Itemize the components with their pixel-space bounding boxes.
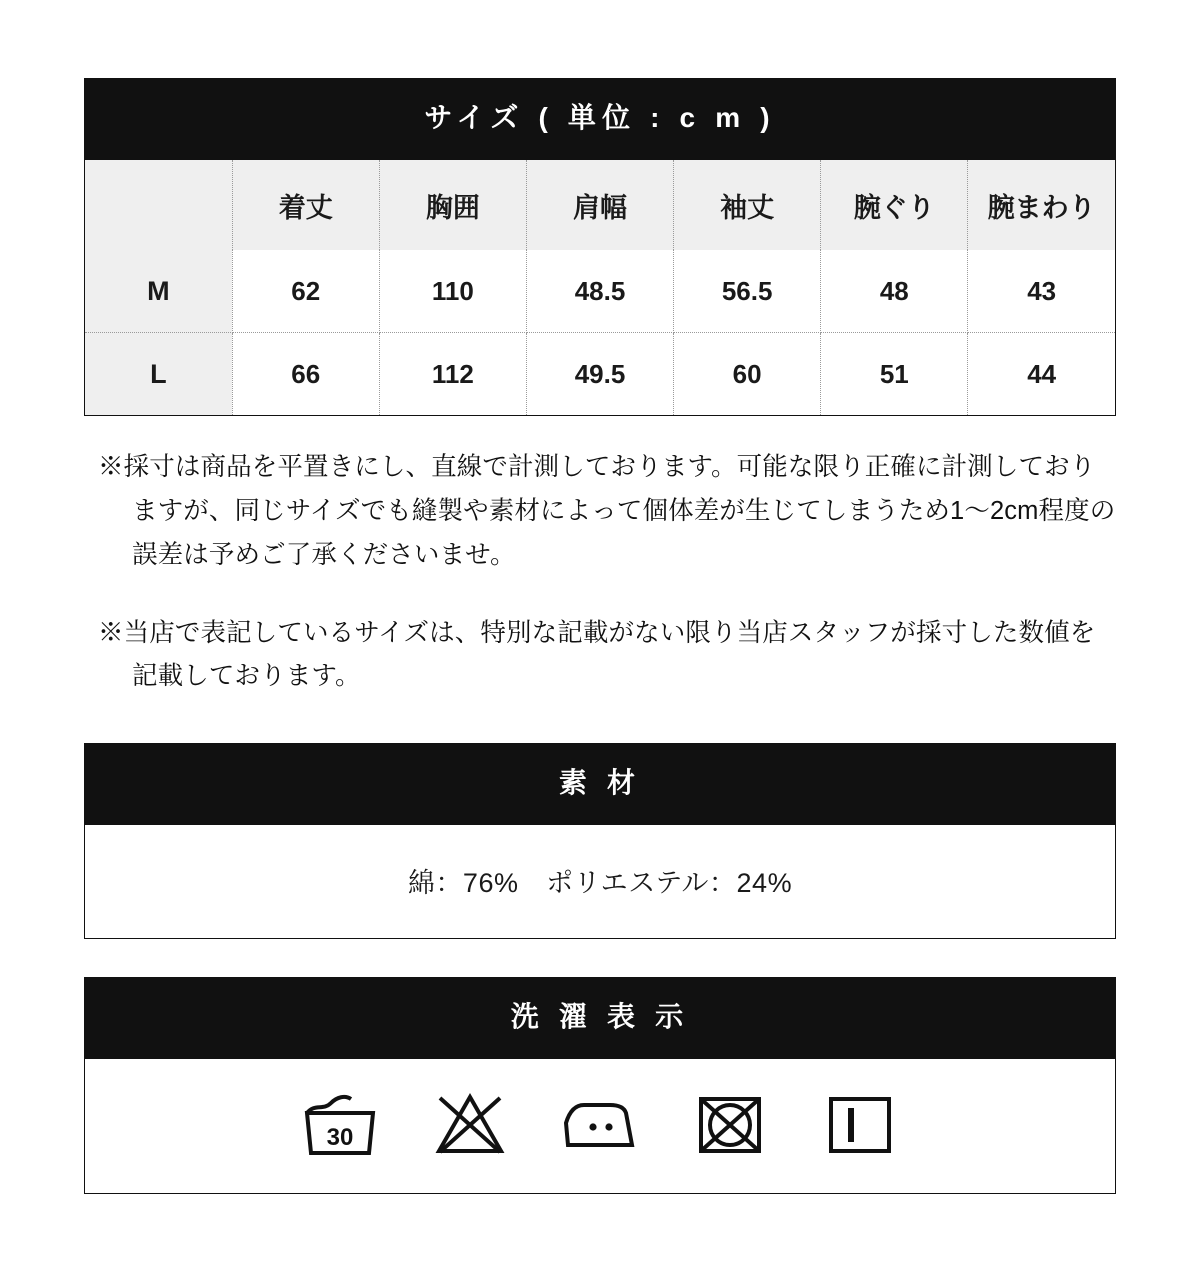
size-cell-l-arm-circumference: 44 [1027,358,1057,389]
wash-section-header: 洗 濯 表 示 [84,977,1116,1059]
wash-temperature-label: 30 [326,1124,354,1152]
size-column-header-length: 着丈 [232,160,379,250]
material-section-header: 素 材 [84,743,1116,825]
size-table-wrapper [84,160,1116,416]
table-row [85,333,1115,416]
size-cell-m-shoulder: 48.5 [526,250,673,333]
size-table-body [85,250,1115,415]
size-cell-m-sleeve: 56.5 [674,250,821,333]
size-row-label-m: M [85,250,232,333]
size-column-header-shoulder: 肩幅 [526,160,673,250]
notes-section [84,446,1116,699]
size-cell-m-chest: 110 [379,250,526,333]
no-tumble-dry-icon [687,1089,773,1159]
material-section [84,743,1116,939]
size-column-header-armhole: 腕ぐり [821,160,968,250]
note-measurement-disclaimer: ※採寸は商品を平置きにし、直線で計測しております。可能な限り正確に計測しておりますが、同じサイズでも縫製や素材によって個体差が生じてしまうため1〜2cm程度の誤差は予めご了承くださいませ。 [98,453,1116,569]
iron-two-dots-icon [557,1089,643,1159]
material-composition: 綿：76% ポリエステル：24% [407,868,793,899]
size-row-label-l: L [85,333,232,416]
wash-care-section [84,977,1116,1194]
size-cell-l-chest: 112 [379,333,526,416]
size-column-header-chest: 胸囲 [379,160,526,250]
size-cell-l-length: 66 [232,333,379,416]
note-staff-measurement: ※当店で表記しているサイズは、特別な記載がない限り当店スタッフが採寸した数値を記載しております。 [98,618,1096,691]
table-header-row [85,160,1115,250]
size-table [85,160,1115,415]
line-dry-in-shade-icon [817,1089,903,1159]
size-cell-m-arm-circumference: 43 [968,250,1115,333]
size-cell-m-length: 62 [232,250,379,333]
size-cell-m-armhole: 48 [821,250,968,333]
size-column-header-arm-circumference: 腕まわり [968,160,1115,250]
wash-tub-30-icon [297,1089,383,1159]
size-section [84,78,1116,416]
size-column-header-sleeve: 袖丈 [674,160,821,250]
product-size-info-page [0,78,1200,1278]
size-column-header-blank [85,160,232,250]
size-cell-l-sleeve: 60 [674,333,821,416]
size-cell-l-shoulder: 49.5 [526,333,673,416]
wash-panel [84,1059,1116,1194]
table-row [85,250,1115,333]
no-bleach-icon [427,1089,513,1159]
material-panel [84,825,1116,939]
size-section-header: サイズ ( 単位 : c m ) [84,78,1116,160]
wash-icon-row [85,1059,1115,1193]
size-table-head [85,160,1115,250]
size-cell-l-armhole: 51 [821,333,968,416]
